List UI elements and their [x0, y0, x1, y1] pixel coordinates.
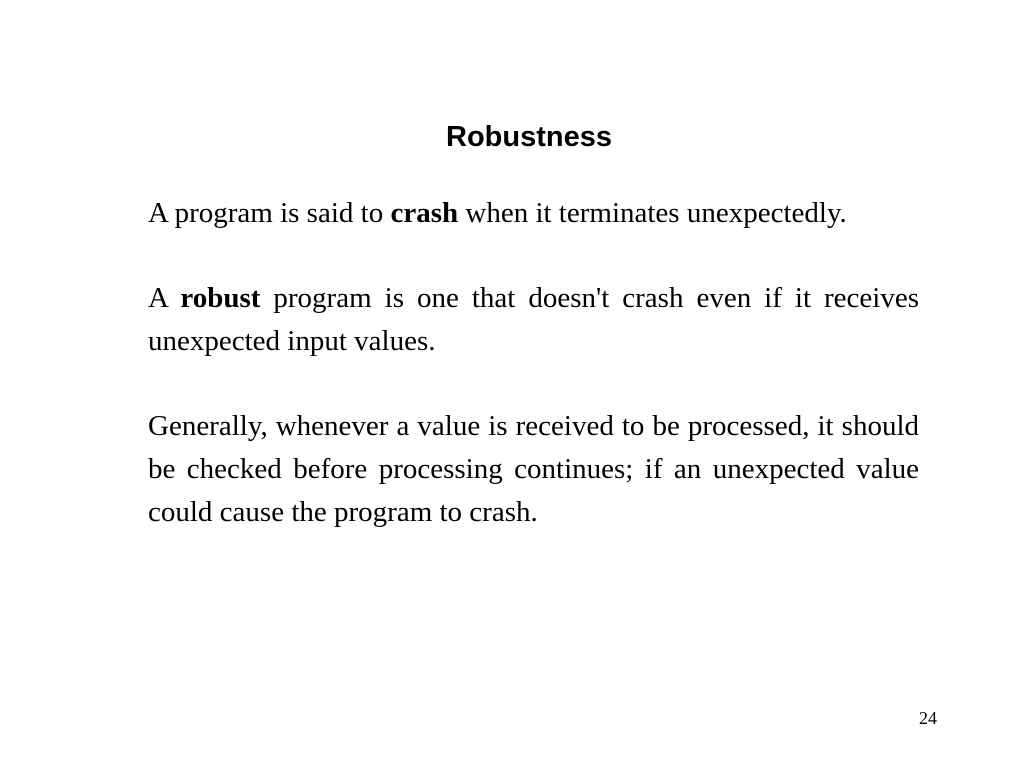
term-crash: crash	[390, 197, 459, 229]
term-robust: robust	[180, 282, 261, 314]
paragraph-robust-definition	[148, 277, 919, 363]
paragraph-2-text-after: program is one that doesn't crash even if it receives unexpected input values.	[148, 282, 919, 357]
paragraph-crash-definition	[148, 192, 919, 235]
paragraph-1-text-after: when it terminates unexpectedly.	[458, 197, 847, 229]
page-number: 24	[919, 708, 937, 728]
paragraph-input-checking: Generally, whenever a value is received to be processed, it should be checked before processing continues; if an unexpected value could cause the program to crash.	[148, 410, 919, 528]
paragraph-1-text-before: A program is said to	[148, 197, 391, 229]
slide-body	[148, 192, 919, 534]
paragraph-2-text-before: A	[148, 282, 181, 314]
slide-title: Robustness	[446, 121, 612, 153]
